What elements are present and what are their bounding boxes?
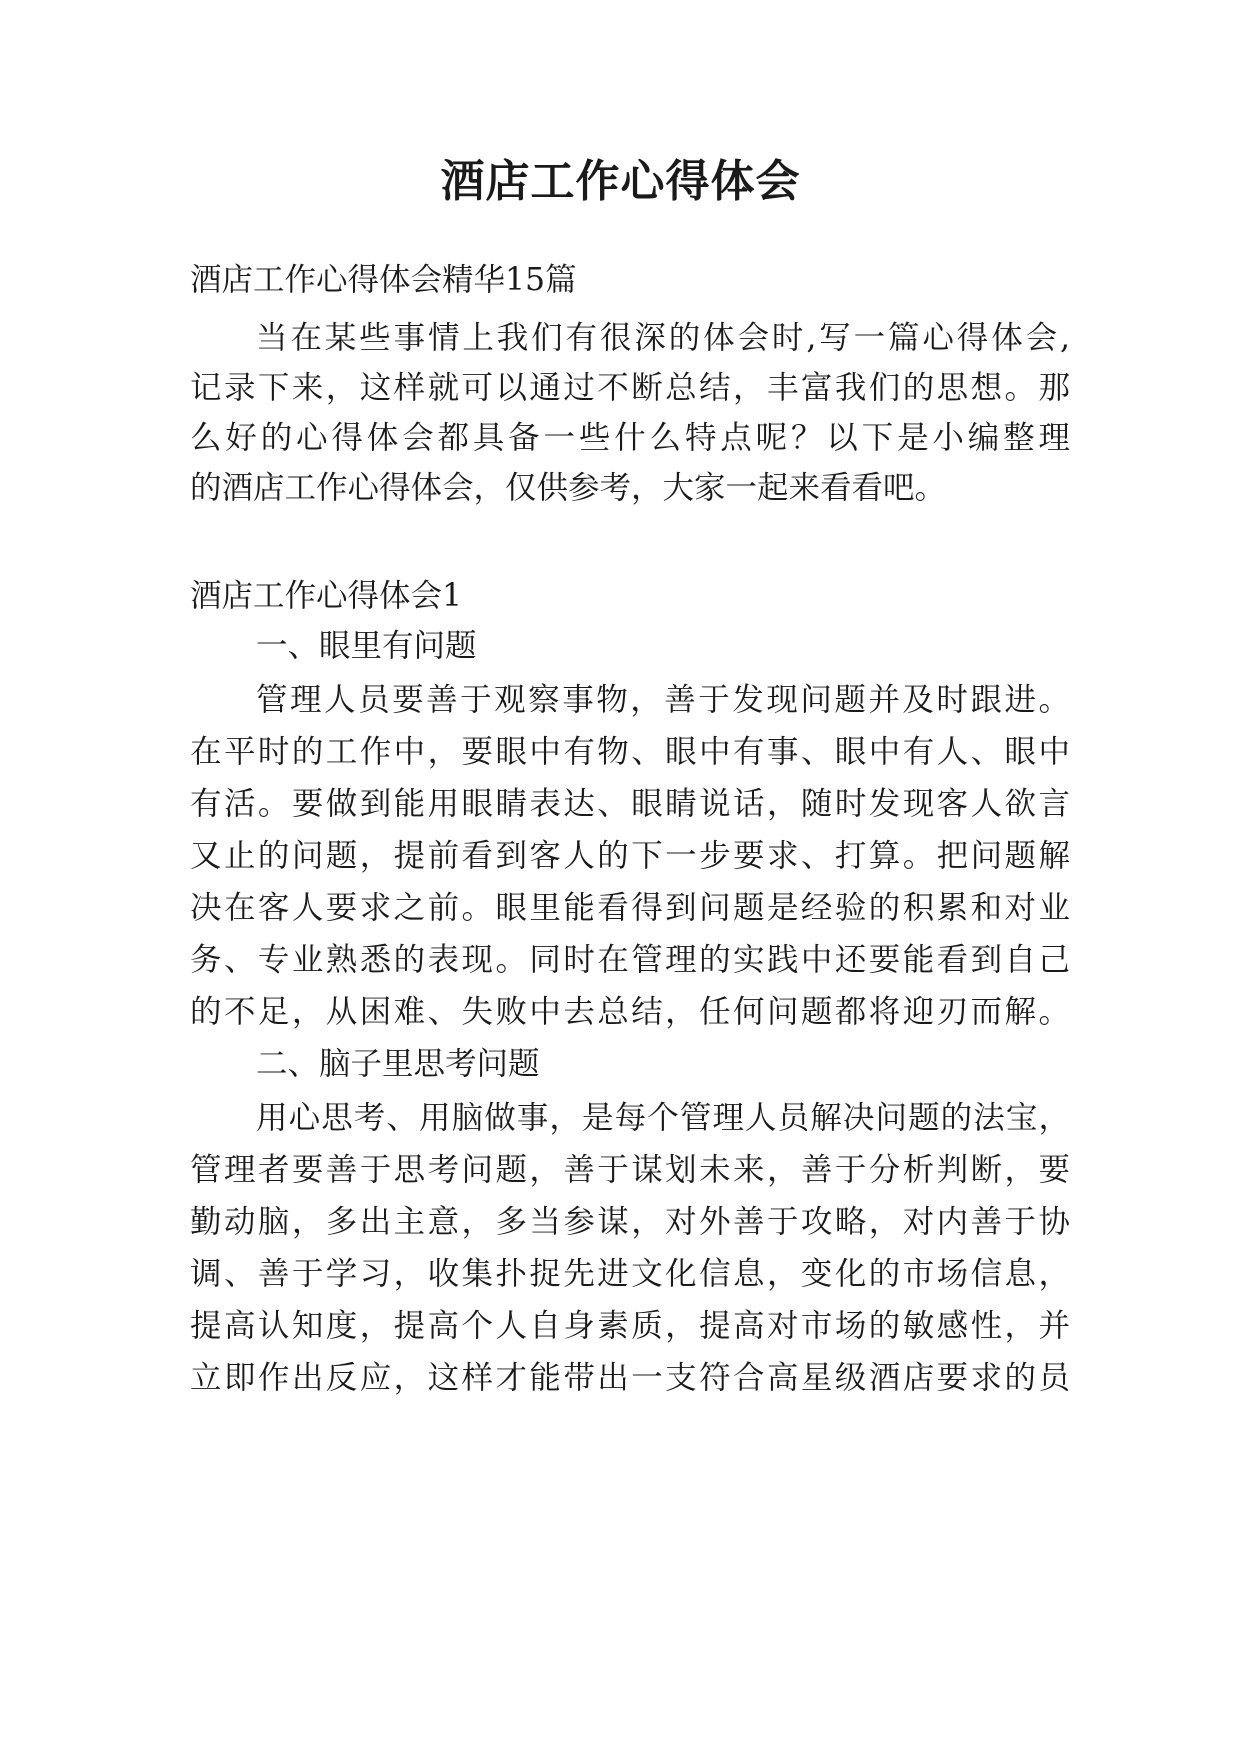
subsection-heading: 一、眼里有问题	[256, 628, 477, 664]
paragraph-line: 当在某些事情上我们有很深的体会时,写一篇心得体会,	[256, 320, 1070, 356]
paragraph-line: 记录下来，这样就可以通过不断总结，丰富我们的思想。那	[190, 370, 1070, 406]
paragraph-line: 务、专业熟悉的表现。同时在管理的实践中还要能看到自己	[190, 942, 1070, 978]
paragraph-line: 管理人员要善于观察事物，善于发现问题并及时跟进。	[256, 682, 1070, 718]
paragraph-line: 立即作出反应，这样才能带出一支符合高星级酒店要求的员	[190, 1360, 1070, 1396]
paragraph-line: 决在客人要求之前。眼里能看得到问题是经验的积累和对业	[190, 890, 1070, 926]
paragraph-line: 提高认知度，提高个人自身素质，提高对市场的敏感性，并	[190, 1308, 1070, 1344]
paragraph-line: 的不足，从困难、失败中去总结，任何问题都将迎刃而解。	[190, 994, 1070, 1030]
paragraph-line: 有活。要做到能用眼睛表达、眼睛说话，随时发现客人欲言	[190, 786, 1070, 822]
paragraph-line: 在平时的工作中，要眼中有物、眼中有事、眼中有人、眼中	[190, 734, 1070, 770]
document-title: 酒店工作心得体会	[440, 156, 801, 207]
paragraph-line: 么好的心得体会都具备一些什么特点呢？以下是小编整理	[190, 420, 1070, 456]
paragraph-line: 调、善于学习，收集扑捉先进文化信息，变化的市场信息，	[190, 1256, 1070, 1292]
subsection-heading: 二、脑子里思考问题	[256, 1046, 540, 1082]
paragraph-line: 又止的问题，提前看到客人的下一步要求、打算。把问题解	[190, 838, 1070, 874]
subtitle-line: 酒店工作心得体会精华15篇	[190, 262, 577, 298]
section-heading: 酒店工作心得体会1	[190, 578, 463, 614]
paragraph-line: 勤动脑，多出主意，多当参谋，对外善于攻略，对内善于协	[190, 1204, 1070, 1240]
paragraph-line: 的酒店工作心得体会，仅供参考，大家一起来看看吧。	[190, 470, 947, 506]
paragraph-line: 用心思考、用脑做事，是每个管理人员解决问题的法宝，	[256, 1100, 1070, 1136]
paragraph-line: 管理者要善于思考问题，善于谋划未来，善于分析判断，要	[190, 1152, 1070, 1188]
